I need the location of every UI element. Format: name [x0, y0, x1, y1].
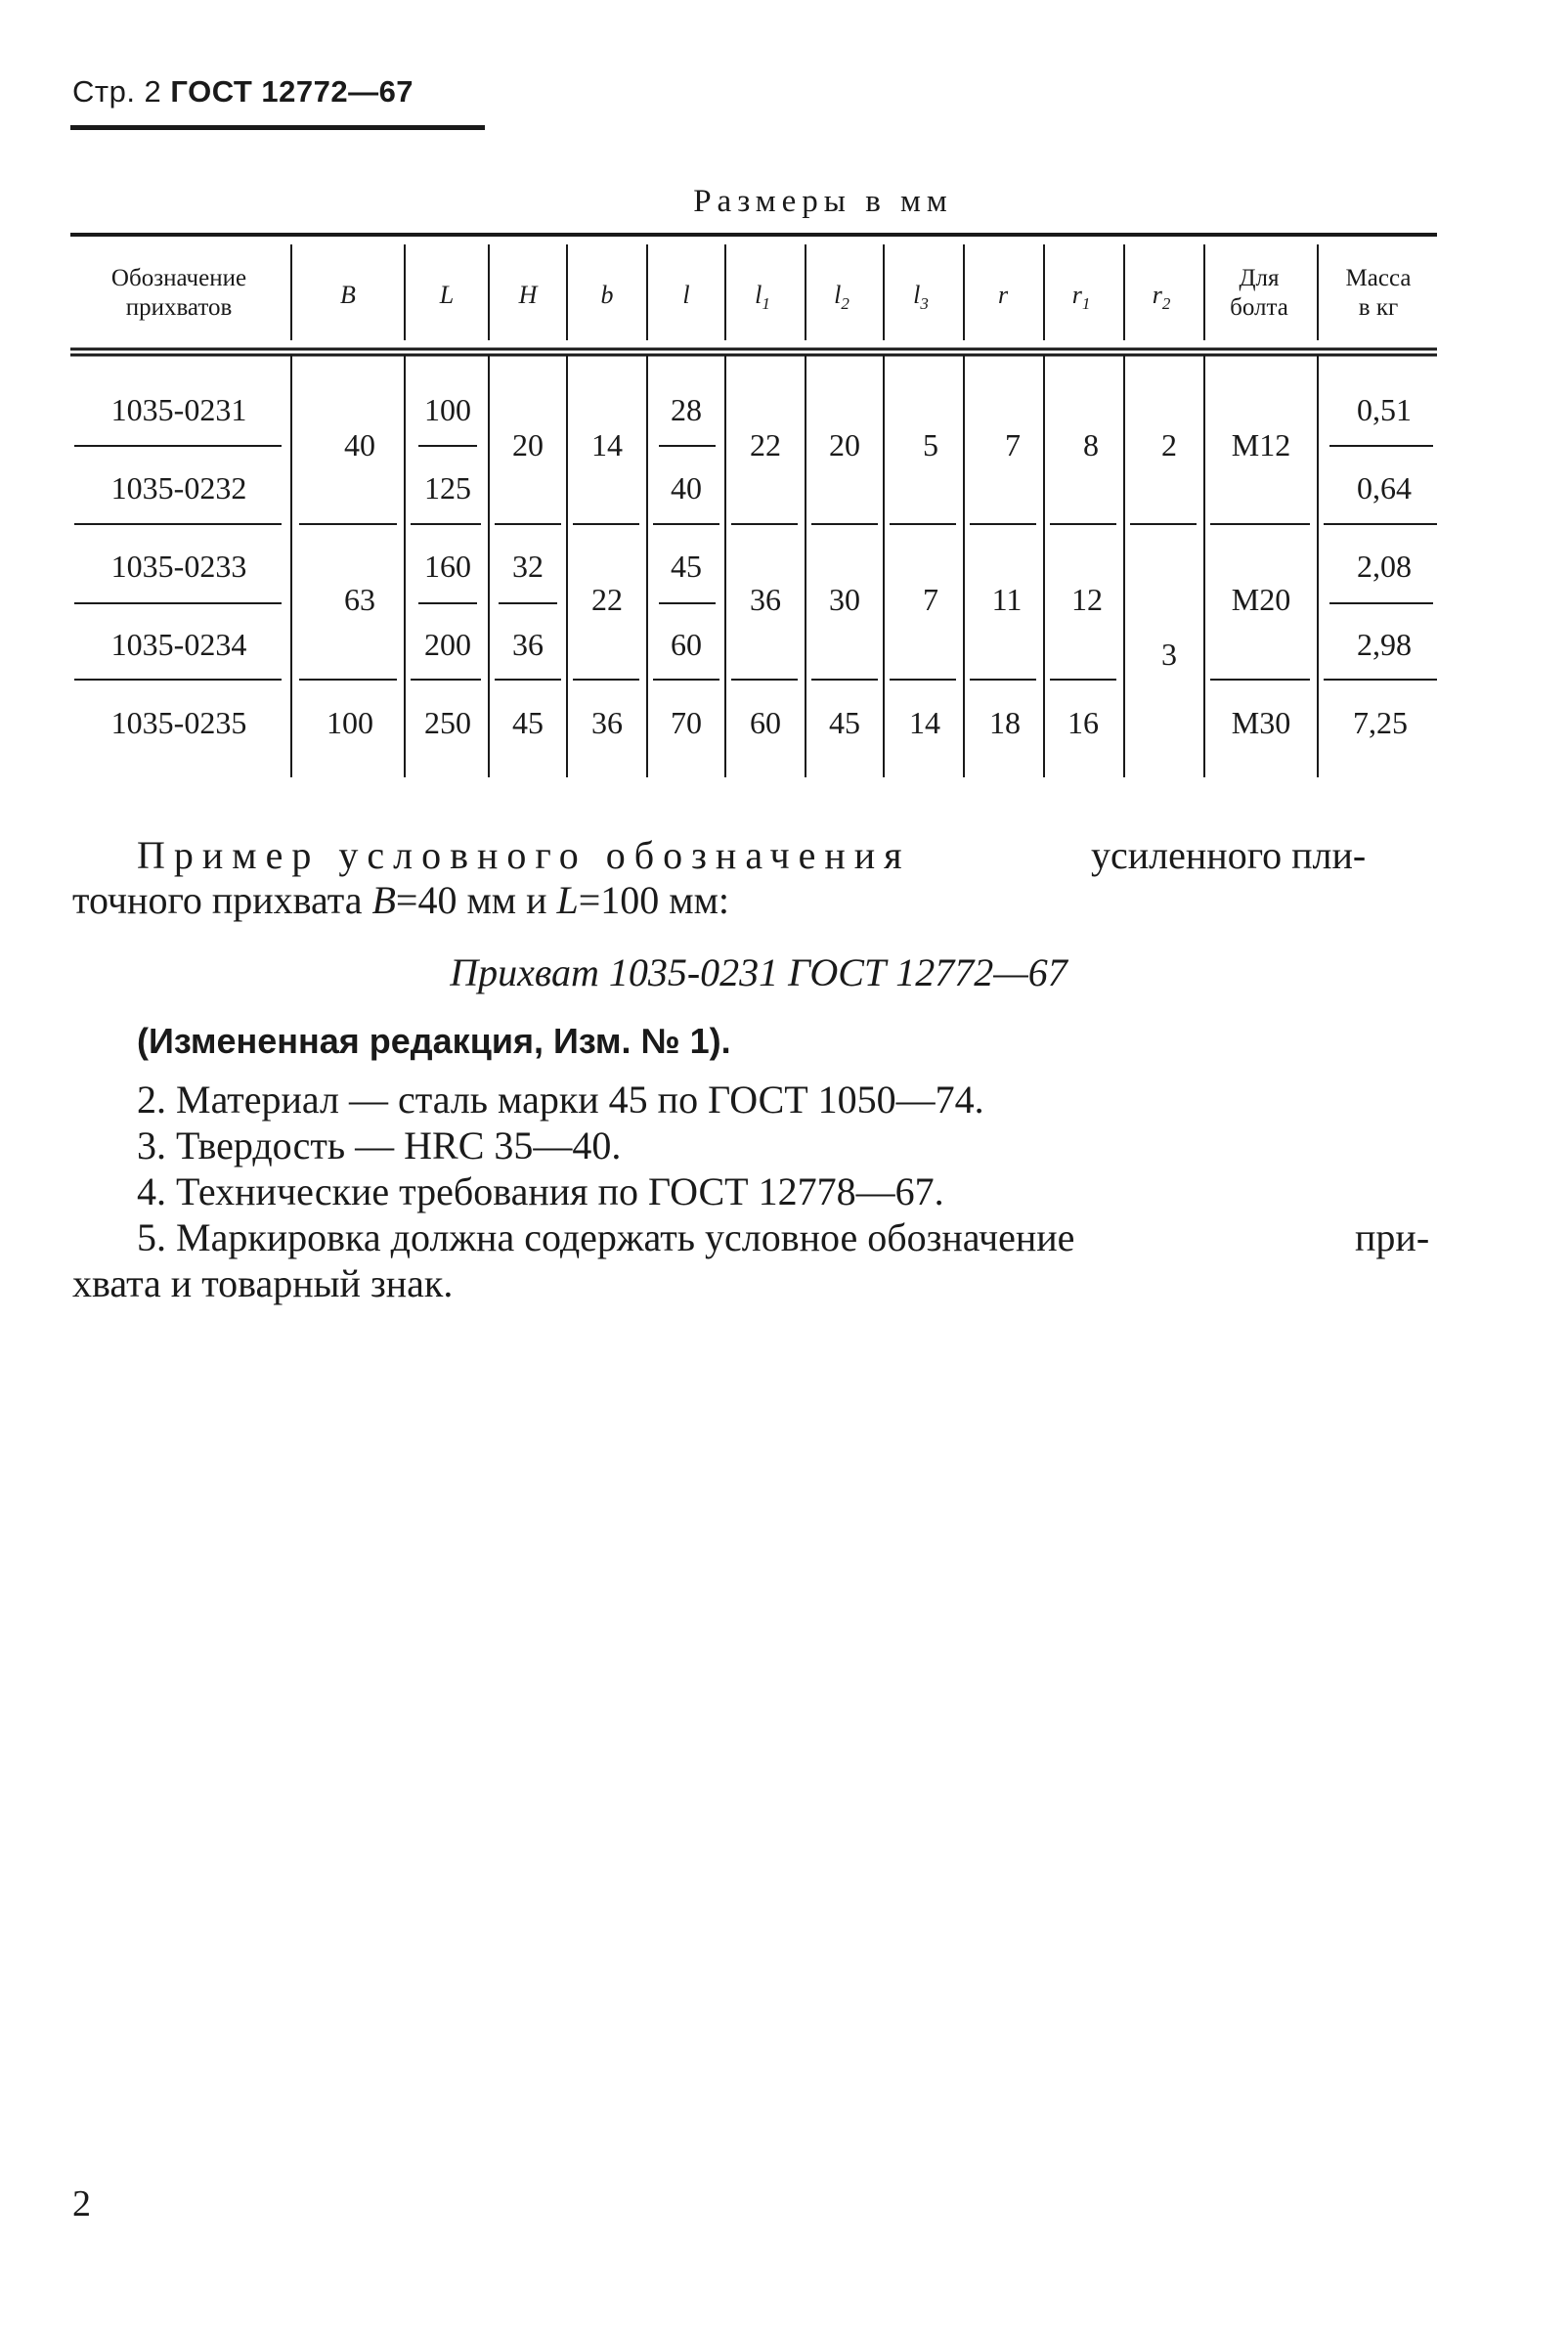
cell-b-1: 14 — [591, 427, 623, 462]
cell-l3-1: 5 — [923, 427, 938, 462]
cell-r2-3: 3 — [1161, 637, 1177, 672]
cell-H-3: 32 — [512, 549, 544, 584]
cell-B-5: 100 — [327, 705, 373, 740]
dimensions-table — [0, 0, 1568, 802]
item-hardness: 3. Твердость — HRC 35—40. — [137, 1123, 622, 1167]
cell-l-4: 60 — [671, 627, 702, 662]
cell-r2-1: 2 — [1161, 427, 1177, 462]
header-bolt-line1: Для — [1239, 265, 1280, 291]
cell-B-1: 40 — [344, 427, 375, 462]
cell-designation-3: 1035-0233 — [110, 549, 247, 584]
cell-designation-1: 1035-0231 — [110, 392, 247, 427]
example-line1-end: усиленного пли- — [1091, 833, 1367, 877]
cell-r-3: 11 — [991, 582, 1023, 617]
cell-l-5: 70 — [671, 705, 702, 740]
cell-l2-1: 20 — [829, 427, 860, 462]
cell-mass-2: 0,64 — [1357, 470, 1412, 506]
cell-L-4: 200 — [424, 627, 471, 662]
item-marking-line1-end: при- — [1355, 1215, 1430, 1259]
cell-bolt-3: М20 — [1231, 582, 1291, 617]
standard-number: ГОСТ 12772—67 — [170, 74, 414, 109]
cell-designation-2: 1035-0232 — [110, 470, 247, 506]
cell-r-5: 18 — [989, 705, 1021, 740]
cell-mass-5: 7,25 — [1353, 705, 1408, 740]
cell-L-3: 160 — [424, 549, 471, 584]
header-designation-line2: прихватов — [125, 294, 233, 321]
cell-l1-1: 22 — [750, 427, 781, 462]
cell-mass-1: 0,51 — [1357, 392, 1412, 427]
cell-designation-5: 1035-0235 — [110, 705, 247, 740]
cell-b-5: 36 — [591, 705, 623, 740]
page-number: 2 — [72, 2183, 91, 2224]
cell-designation-4: 1035-0234 — [110, 627, 247, 662]
cell-r1-5: 16 — [1067, 705, 1099, 740]
header-mass-line2: в кг — [1358, 294, 1399, 321]
header-r2: $r_2$ — [1152, 281, 1171, 313]
cell-l3-3: 7 — [923, 582, 938, 617]
cell-L-2: 125 — [424, 470, 471, 506]
cell-L-5: 250 — [424, 705, 471, 740]
row-separators — [74, 446, 1437, 680]
cell-mass-3: 2,08 — [1357, 549, 1412, 584]
cell-l2-3: 30 — [829, 582, 860, 617]
header-bolt-line2: болта — [1230, 294, 1288, 321]
header-r: r — [997, 281, 1009, 309]
cell-l1-3: 36 — [750, 582, 781, 617]
header-l3: $l_3$ — [913, 281, 929, 313]
cell-l-1: 28 — [671, 392, 702, 427]
item-material: 2. Материал — сталь марки 45 по ГОСТ 1050—74. — [137, 1078, 984, 1122]
example-line2: точного прихвата B=40 мм и L=100 мм: — [72, 878, 730, 922]
cell-r1-1: 8 — [1083, 427, 1099, 462]
cell-r1-3: 12 — [1071, 582, 1103, 617]
header-L: L — [439, 281, 455, 309]
header-H: H — [518, 281, 538, 309]
header-b: b — [600, 281, 614, 309]
cell-b-3: 22 — [591, 582, 623, 617]
header-l: l — [682, 281, 690, 309]
item-requirements: 4. Технические требования по ГОСТ 12778—67. — [137, 1169, 944, 1213]
header-l1: $l_1$ — [755, 281, 770, 313]
header-B: B — [340, 281, 356, 309]
item-marking-line1: 5. Маркировка должна содержать условное обозначение — [137, 1215, 1075, 1259]
header-l2: $l_2$ — [834, 281, 849, 313]
example-lead: Пример условного обозначения — [137, 833, 911, 877]
cell-l-3: 45 — [671, 549, 702, 584]
cell-mass-4: 2,98 — [1357, 627, 1412, 662]
cell-r-1: 7 — [1005, 427, 1021, 462]
header-designation-line1: Обозначение — [110, 265, 247, 291]
item-marking-line2: хвата и товарный знак. — [72, 1261, 454, 1305]
cell-bolt-1: М12 — [1231, 427, 1291, 462]
cell-H-5: 45 — [512, 705, 544, 740]
cell-H-1: 20 — [512, 427, 544, 462]
cell-H-4: 36 — [512, 627, 544, 662]
table-caption: Размеры в мм — [693, 184, 953, 219]
cell-l1-5: 60 — [750, 705, 781, 740]
cell-l-2: 40 — [671, 470, 702, 506]
cell-l3-5: 14 — [909, 705, 940, 740]
designation-example: Прихват 1035-0231 ГОСТ 12772—67 — [450, 950, 1067, 994]
cell-L-1: 100 — [424, 392, 471, 427]
amendment-note: (Измененная редакция, Изм. № 1). — [137, 1021, 731, 1061]
header-mass-line1: Масса — [1345, 265, 1412, 291]
cell-bolt-5: М30 — [1231, 705, 1291, 740]
page-label: Стр. 2 — [72, 74, 162, 109]
cell-l2-5: 45 — [829, 705, 860, 740]
header-r1: $r_1$ — [1071, 281, 1091, 313]
cell-B-3: 63 — [344, 582, 375, 617]
